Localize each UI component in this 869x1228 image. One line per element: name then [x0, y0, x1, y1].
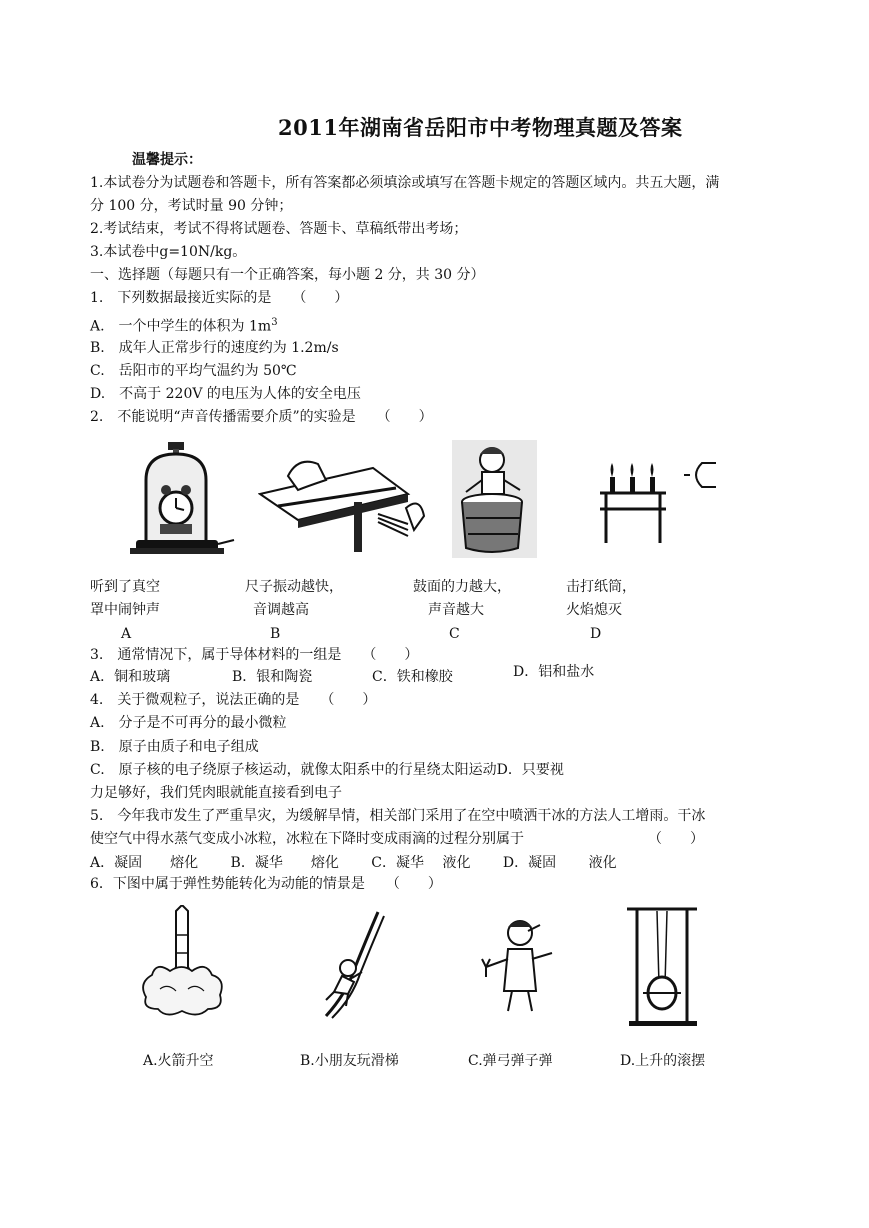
notice-item-3: 3.本试卷中g=10N/kg。: [90, 244, 247, 260]
q2-stem: 2. 不能说明“声音传播需要介质”的实验是 （ ）: [90, 409, 433, 425]
q6-caption-d: D.上升的滚摆: [620, 1053, 706, 1069]
q5-answer-paren: （ ）: [648, 831, 704, 847]
q1-option-d: D. 不高于 220V 的电压为人体的安全电压: [90, 386, 361, 402]
q4-option-c-cont: 力足够好，我们凭肉眼就能直接看到电子: [90, 785, 342, 801]
q2-caption-a-line2: 罩中闹钟声: [90, 602, 160, 618]
bell-jar-alarm-clock-figure: [128, 440, 238, 558]
notice-heading: 温馨提示：: [132, 152, 202, 168]
q2-caption-c-line1: 鼓面的力越大，: [413, 579, 511, 595]
q3-stem: 3. 通常情况下，属于导体材料的一组是 （ ）: [90, 647, 419, 663]
q5-stem-line1: 5. 今年我市发生了严重旱灾，为缓解旱情，相关部门采用了在空中喷洒干冰的方法人工增雨。干冰: [90, 808, 706, 824]
q2-caption-d-line2: 火焰熄灭: [566, 602, 622, 618]
q1-option-a-sup: 3: [271, 317, 278, 328]
q2-caption-d-line1: 击打纸筒，: [566, 579, 636, 595]
section-heading: 一、选择题（每题只有一个正确答案，每小题 2 分，共 30 分）: [90, 267, 485, 283]
q5-options: A．凝固 熔化 B．凝华 熔化 C．凝华 液化 D．凝固 液化: [90, 855, 617, 871]
rocket-launch-figure: [138, 905, 228, 1025]
ruler-vibration-figure: [258, 446, 428, 556]
q6-stem: 6．下图中属于弹性势能转化为动能的情景是 （ ）: [90, 876, 442, 892]
notice-item-1: 1.本试卷分为试题卷和答题卡，所有答案都必须填涂或填写在答题卡规定的答题区域内。共五大题，满: [90, 175, 720, 191]
q1-option-b: B. 成年人正常步行的速度约为 1.2m/s: [90, 340, 339, 356]
q2-caption-d-letter: D: [590, 626, 602, 642]
rolling-pendulum-figure: [625, 905, 700, 1027]
q4-option-c: C. 原子核的电子绕原子核运动，就像太阳系中的行星绕太阳运动D．只要视: [90, 762, 564, 778]
q6-caption-a: A.火箭升空: [143, 1053, 214, 1069]
q1-option-a-text: A. 一个中学生的体积为 1m: [90, 318, 272, 335]
slingshot-figure: [478, 915, 558, 1015]
q3-option-b: B．银和陶瓷: [232, 669, 313, 685]
candle-flame-figure: [598, 455, 723, 545]
q5-stem-line2: 使空气中得水蒸气变成小冰粒，冰粒在下降时变成雨滴的过程分别属于: [90, 831, 524, 847]
q1-stem: 1. 下列数据最接近实际的是 （ ）: [90, 290, 349, 306]
q3-option-a: A．铜和玻璃: [90, 669, 171, 685]
q2-caption-c-letter: C: [449, 626, 460, 642]
q6-caption-b: B.小朋友玩滑梯: [300, 1053, 399, 1069]
q1-option-a: [90, 313, 278, 337]
q2-caption-a-line1: 听到了真空: [90, 579, 160, 595]
q2-caption-c-line2: 声音越大: [428, 602, 484, 618]
q2-caption-b-letter: B: [270, 626, 281, 642]
q4-option-b: B. 原子由质子和电子组成: [90, 739, 259, 755]
q2-caption-a-letter: A: [121, 626, 132, 642]
q3-option-d: D．铝和盐水: [513, 664, 595, 680]
q2-caption-b-line2: 音调越高: [253, 602, 309, 618]
page-title: 2011年湖南省岳阳市中考物理真题及答案: [278, 115, 683, 140]
q2-caption-b-line1: 尺子振动越快，: [245, 579, 343, 595]
drum-figure: [452, 440, 537, 558]
q1-option-c: C. 岳阳市的平均气温约为 50℃: [90, 363, 297, 379]
q6-caption-c: C.弹弓弹子弹: [468, 1053, 553, 1069]
notice-item-1-cont: 分 100 分，考试时量 90 分钟；: [90, 198, 293, 214]
q4-stem: 4. 关于微观粒子，说法正确的是 （ ）: [90, 692, 377, 708]
slide-figure: [318, 910, 388, 1020]
q4-option-a: A. 分子是不可再分的最小微粒: [90, 715, 287, 731]
q3-option-c: C．铁和橡胶: [372, 669, 453, 685]
notice-item-2: 2.考试结束，考试不得将试题卷、答题卡、草稿纸带出考场；: [90, 221, 468, 237]
